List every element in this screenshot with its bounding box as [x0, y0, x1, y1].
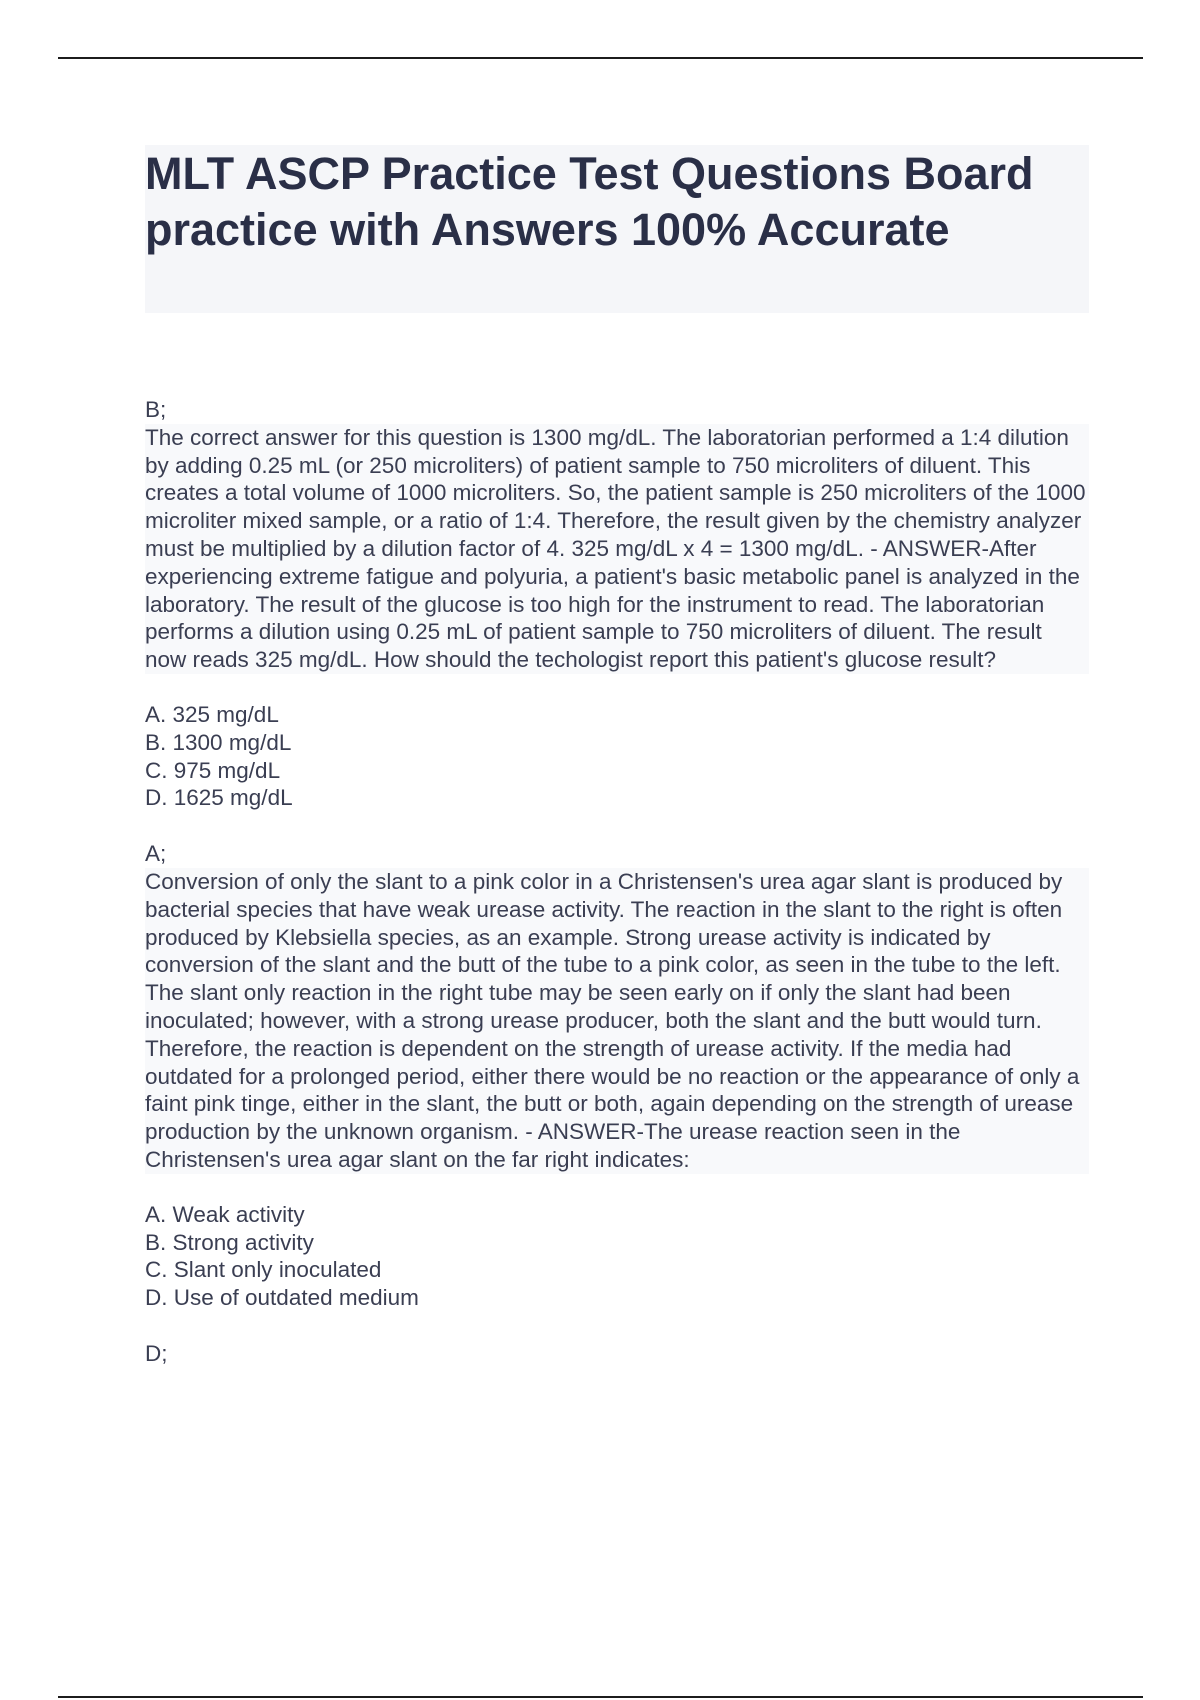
answer-letter: B; — [145, 397, 167, 422]
option-item: B. Strong activity — [145, 1229, 314, 1255]
top-rule — [58, 57, 1143, 59]
question-block-1 — [145, 396, 1089, 812]
question-paragraph: The correct answer for this question is 1300 mg/dL. The laboratorian performed a 1:4 dilution by adding 0.25 mL (or 250 microliters) of patient sample to 750 microliters of diluent. This creates a total volume of 1000 microliters. So, the patient sample is 250 microliters of the 1000 microliter mixed sample, or a ratio of 1:4. Therefore, the result given by the chemistry analyzer must be multiplied by a dilution factor of 4. 325 mg/dL x 4 = 1300 mg/dL. - ANSWER-After experiencing extreme fatigue and polyuria, a patient's basic metabolic panel is analyzed in the laboratory. The result of the glucose is too high for the instrument to read. The laboratorian performs a dilution using 0.25 mL of patient sample to 750 microliters of diluent. The result now reads 325 mg/dL. How should the techologist report this patient's glucose result? — [145, 424, 1089, 674]
document-body — [145, 396, 1089, 1368]
option-list — [145, 701, 1089, 812]
option-item: D. Use of outdated medium — [145, 1285, 419, 1311]
answer-letter-trailing: D; — [145, 1340, 168, 1366]
option-item: C. 975 mg/dL — [145, 757, 281, 783]
option-item: D. 1625 mg/dL — [145, 785, 293, 811]
option-list — [145, 1201, 1089, 1312]
bottom-rule — [58, 1696, 1143, 1698]
option-item: A. Weak activity — [145, 1201, 305, 1227]
question-block-2 — [145, 840, 1089, 1312]
title-block — [145, 145, 1089, 313]
option-item: B. 1300 mg/dL — [145, 729, 292, 755]
question-paragraph: Conversion of only the slant to a pink color in a Christensen's urea agar slant is produced by bacterial species that have weak urease activity. The reaction in the slant to the right is often produced by Klebsiella species, as an example. Strong urease activity is indicated by conversion of the slant and the butt of the tube to a pink color, as seen in the tube to the left. The slant only reaction in the right tube may be seen early on if only the slant had been inoculated; however, with a strong urease producer, both the slant and the butt would turn. Therefore, the reaction is dependent on the strength of urease activity. If the media had outdated for a prolonged period, either there would be no reaction or the appearance of only a faint pink tinge, either in the slant, the butt or both, again depending on the strength of urease production by the unknown organism. - ANSWER-The urease reaction seen in the Christensen's urea agar slant on the far right indicates: — [145, 868, 1089, 1174]
page-title: MLT ASCP Practice Test Questions Board practice with Answers 100% Accurate — [145, 148, 1034, 255]
option-item: C. Slant only inoculated — [145, 1257, 382, 1283]
option-item: A. 325 mg/dL — [145, 701, 279, 727]
answer-letter: A; — [145, 841, 167, 867]
